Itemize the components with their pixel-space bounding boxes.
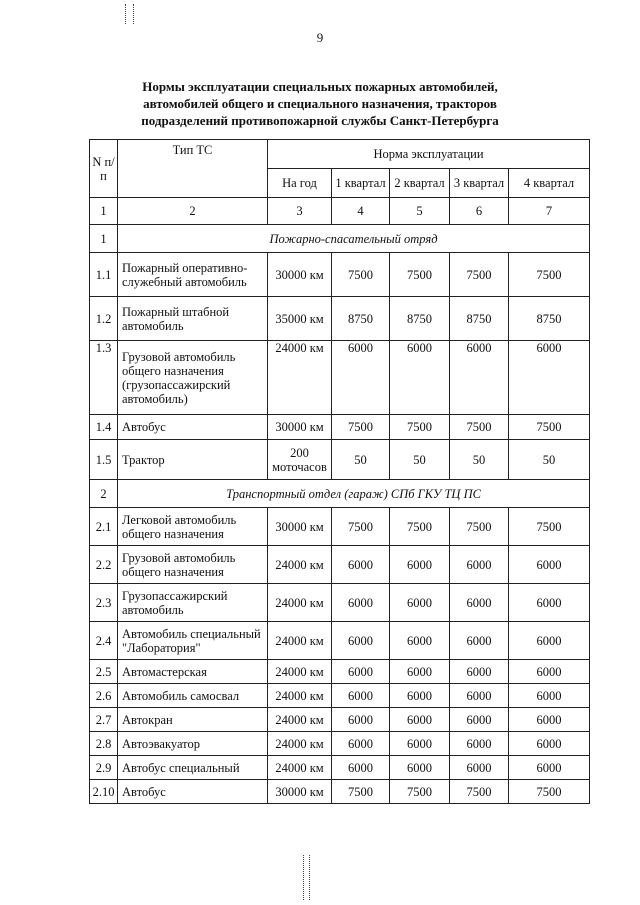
- cell-type: Грузопассажирский автомобиль: [118, 584, 268, 622]
- header-q3: 3 квартал: [450, 169, 509, 198]
- cell-q2: 8750: [390, 297, 450, 341]
- cell-type: Автомобиль специальный "Лаборатория": [118, 622, 268, 660]
- cell-q2: 7500: [390, 780, 450, 804]
- cell-q4: 8750: [509, 297, 590, 341]
- cell-q1: 7500: [332, 780, 390, 804]
- cell-num: 1.2: [90, 297, 118, 341]
- cell-q1: 7500: [332, 253, 390, 297]
- cell-q4: 7500: [509, 780, 590, 804]
- cell-q1: 6000: [332, 684, 390, 708]
- section-num: 1: [90, 225, 118, 253]
- cell-q4: 6000: [509, 708, 590, 732]
- cell-q1: 6000: [332, 756, 390, 780]
- cell-type: Грузовой автомобиль общего назначения: [118, 546, 268, 584]
- cell-year: 200 моточасов: [268, 440, 332, 480]
- col-number: 2: [118, 198, 268, 225]
- table-row: [90, 622, 590, 660]
- cell-num: 2.3: [90, 584, 118, 622]
- cell-type: Автомобиль самосвал: [118, 684, 268, 708]
- cell-year: 24000 км: [268, 341, 332, 415]
- cell-year: 24000 км: [268, 584, 332, 622]
- staple-mark: [133, 4, 134, 24]
- table-row: [90, 708, 590, 732]
- table-row: [90, 297, 590, 341]
- table-row: [90, 660, 590, 684]
- cell-q2: 7500: [390, 415, 450, 440]
- header-num: N п/п: [90, 140, 118, 198]
- section-row: [90, 225, 590, 253]
- col-number: 5: [390, 198, 450, 225]
- table-row: [90, 341, 590, 415]
- cell-num: 2.9: [90, 756, 118, 780]
- table-row: [90, 508, 590, 546]
- cell-q4: 6000: [509, 584, 590, 622]
- cell-year: 30000 км: [268, 415, 332, 440]
- cell-q3: 6000: [450, 546, 509, 584]
- table-row: [90, 546, 590, 584]
- cell-year: 30000 км: [268, 253, 332, 297]
- col-number: 6: [450, 198, 509, 225]
- cell-q1: 7500: [332, 508, 390, 546]
- cell-q2: 6000: [390, 622, 450, 660]
- cell-q4: 7500: [509, 508, 590, 546]
- title-line: Нормы эксплуатации специальных пожарных автомобилей,: [142, 79, 498, 94]
- cell-year: 24000 км: [268, 660, 332, 684]
- cell-q3: 50: [450, 440, 509, 480]
- header-type: Тип ТС: [118, 140, 268, 198]
- cell-q1: 8750: [332, 297, 390, 341]
- cell-q1: 50: [332, 440, 390, 480]
- section-num: 2: [90, 480, 118, 508]
- cell-q3: 7500: [450, 780, 509, 804]
- cell-num: 2.8: [90, 732, 118, 756]
- section-title: Пожарно-спасательный отряд: [118, 225, 590, 253]
- section-row: [90, 480, 590, 508]
- cell-type: Автобус: [118, 415, 268, 440]
- cell-type: Трактор: [118, 440, 268, 480]
- cell-num: 2.6: [90, 684, 118, 708]
- cell-year: 24000 км: [268, 684, 332, 708]
- cell-num: 1.3: [90, 341, 118, 415]
- cell-q4: 50: [509, 440, 590, 480]
- staple-mark: [309, 855, 310, 900]
- cell-num: 2.4: [90, 622, 118, 660]
- cell-year: 24000 км: [268, 756, 332, 780]
- cell-q3: 7500: [450, 415, 509, 440]
- cell-q2: 6000: [390, 660, 450, 684]
- table-row: [90, 584, 590, 622]
- cell-q4: 6000: [509, 341, 590, 415]
- cell-q3: 8750: [450, 297, 509, 341]
- page-number: 9: [316, 30, 324, 45]
- cell-num: 2.1: [90, 508, 118, 546]
- cell-type: Автокран: [118, 708, 268, 732]
- cell-q4: 7500: [509, 253, 590, 297]
- col-number: 3: [268, 198, 332, 225]
- table-row: [90, 780, 590, 804]
- cell-type: Автоэвакуатор: [118, 732, 268, 756]
- col-number: 4: [332, 198, 390, 225]
- cell-q2: 6000: [390, 584, 450, 622]
- cell-q2: 6000: [390, 546, 450, 584]
- norms-table: [89, 139, 590, 804]
- cell-q2: 7500: [390, 508, 450, 546]
- cell-q2: 50: [390, 440, 450, 480]
- header-q4: 4 квартал: [509, 169, 590, 198]
- cell-type: Автомастерская: [118, 660, 268, 684]
- staple-mark: [125, 4, 126, 24]
- title-line: автомобилей общего и специального назначения, тракторов: [143, 96, 497, 111]
- header-q2: 2 квартал: [390, 169, 450, 198]
- col-number: 7: [509, 198, 590, 225]
- cell-q1: 6000: [332, 622, 390, 660]
- header-year: На год: [268, 169, 332, 198]
- cell-num: 1.1: [90, 253, 118, 297]
- document-title: [0, 78, 640, 129]
- cell-year: 24000 км: [268, 546, 332, 584]
- cell-q4: 6000: [509, 622, 590, 660]
- cell-q1: 6000: [332, 341, 390, 415]
- cell-q4: 6000: [509, 756, 590, 780]
- cell-q4: 6000: [509, 546, 590, 584]
- cell-q3: 6000: [450, 622, 509, 660]
- cell-year: 24000 км: [268, 708, 332, 732]
- header-q1: 1 квартал: [332, 169, 390, 198]
- cell-q4: 7500: [509, 415, 590, 440]
- cell-num: 2.5: [90, 660, 118, 684]
- table-row: [90, 253, 590, 297]
- cell-q3: 6000: [450, 660, 509, 684]
- cell-num: 2.10: [90, 780, 118, 804]
- table-row: [90, 415, 590, 440]
- cell-year: 30000 км: [268, 508, 332, 546]
- cell-year: 24000 км: [268, 732, 332, 756]
- cell-num: 1.5: [90, 440, 118, 480]
- cell-q1: 6000: [332, 660, 390, 684]
- cell-q4: 6000: [509, 660, 590, 684]
- cell-num: 2.2: [90, 546, 118, 584]
- cell-type: Автобус специальный: [118, 756, 268, 780]
- cell-q1: 6000: [332, 584, 390, 622]
- col-number: 1: [90, 198, 118, 225]
- cell-q2: 6000: [390, 684, 450, 708]
- cell-type: Легковой автомобиль общего назначения: [118, 508, 268, 546]
- section-title: Транспортный отдел (гараж) СПб ГКУ ТЦ ПС: [118, 480, 590, 508]
- cell-q3: 7500: [450, 253, 509, 297]
- cell-q3: 6000: [450, 684, 509, 708]
- cell-num: 1.4: [90, 415, 118, 440]
- cell-q2: 6000: [390, 341, 450, 415]
- cell-q2: 7500: [390, 253, 450, 297]
- cell-q3: 6000: [450, 732, 509, 756]
- cell-year: 30000 км: [268, 780, 332, 804]
- cell-q1: 6000: [332, 546, 390, 584]
- cell-q3: 6000: [450, 584, 509, 622]
- title-line: подразделений противопожарной службы Санкт-Петербурга: [141, 113, 499, 128]
- cell-q3: 6000: [450, 341, 509, 415]
- header-norm: Норма эксплуатации: [268, 140, 590, 169]
- cell-type: Пожарный штабной автомобиль: [118, 297, 268, 341]
- table-row: [90, 684, 590, 708]
- cell-type: Грузовой автомобиль общего назначения (грузопассажирский автомобиль): [118, 341, 268, 415]
- cell-type: Пожарный оперативно-служебный автомобиль: [118, 253, 268, 297]
- cell-num: 2.7: [90, 708, 118, 732]
- staple-mark: [303, 855, 304, 900]
- cell-q1: 7500: [332, 415, 390, 440]
- table-row: [90, 756, 590, 780]
- cell-q4: 6000: [509, 684, 590, 708]
- cell-q2: 6000: [390, 756, 450, 780]
- cell-q4: 6000: [509, 732, 590, 756]
- cell-q1: 6000: [332, 708, 390, 732]
- cell-year: 35000 км: [268, 297, 332, 341]
- cell-year: 24000 км: [268, 622, 332, 660]
- cell-q2: 6000: [390, 732, 450, 756]
- cell-q1: 6000: [332, 732, 390, 756]
- cell-type: Автобус: [118, 780, 268, 804]
- cell-q3: 7500: [450, 508, 509, 546]
- table-row: [90, 732, 590, 756]
- cell-q3: 6000: [450, 708, 509, 732]
- cell-q3: 6000: [450, 756, 509, 780]
- cell-q2: 6000: [390, 708, 450, 732]
- table-row: [90, 440, 590, 480]
